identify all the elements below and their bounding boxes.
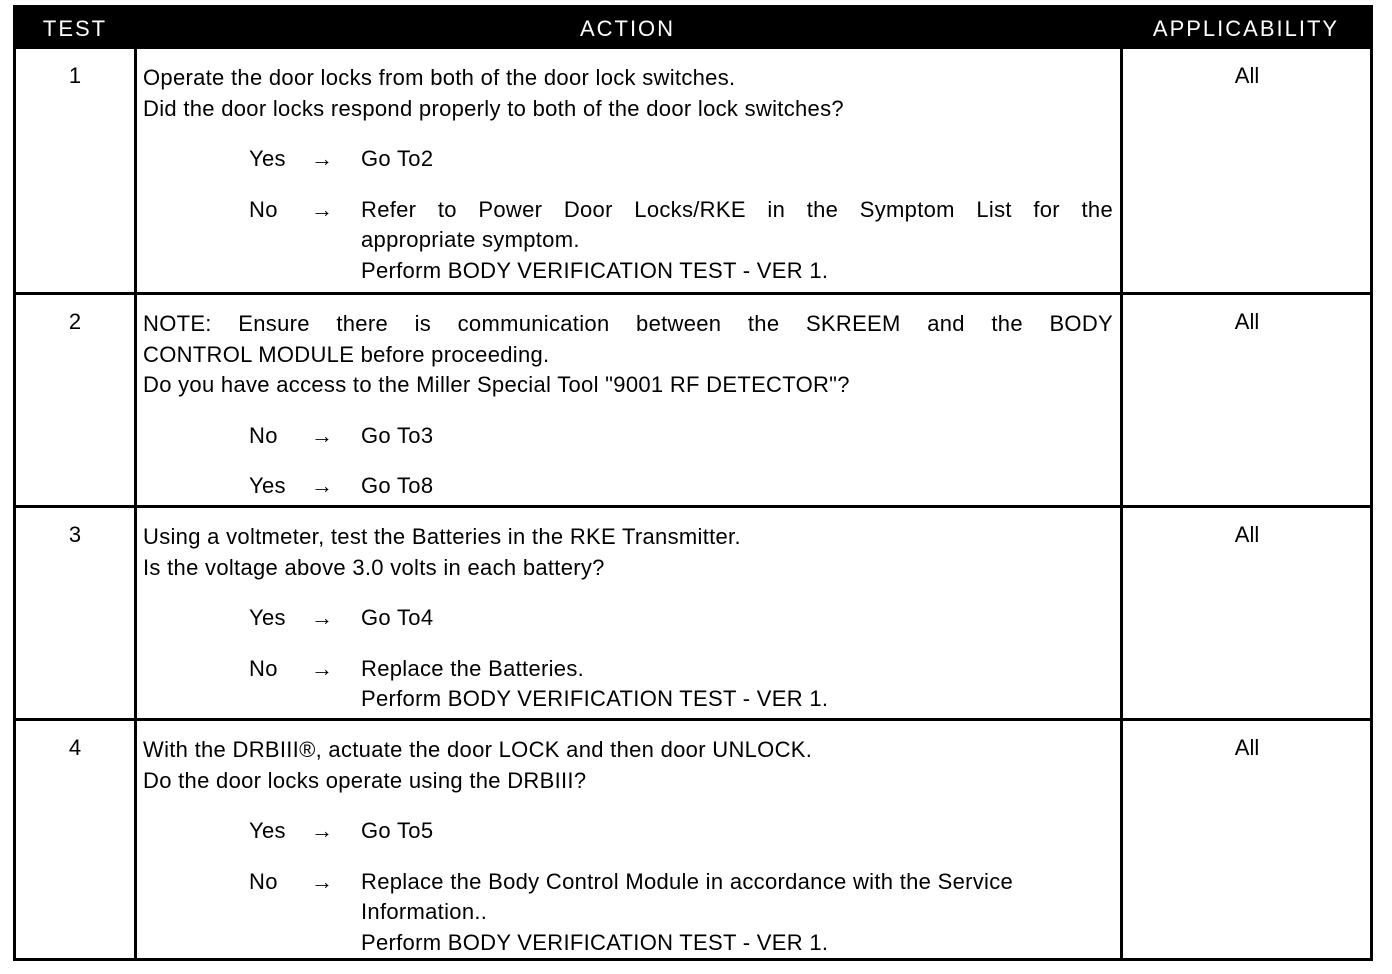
action-line: Operate the door locks from both of the door lock switches. (143, 65, 736, 90)
goto-target: 2 (420, 146, 434, 171)
arrow-right-icon: → (311, 146, 334, 171)
action-line: Do you have access to the Miller Special Tool "9001 RF DETECTOR"? (143, 372, 850, 397)
header-action: ACTION (579, 16, 676, 41)
option-label: Yes (249, 818, 286, 843)
option-yes (143, 816, 1113, 847)
table-row (16, 295, 1370, 505)
applicability-value: All (1234, 735, 1260, 760)
test-number: 4 (68, 735, 82, 760)
option-label: Yes (249, 473, 286, 498)
option-text: Replace the Body Control Module in accordance with the Service (361, 868, 1014, 894)
option-yes (143, 603, 1113, 634)
option-text: Replace the Batteries. (361, 655, 585, 681)
header-test: TEST (42, 16, 108, 41)
option-text: Information.. (361, 899, 488, 924)
option-yes (143, 471, 1113, 502)
goto-target: 5 (420, 818, 434, 843)
action-line: Using a voltmeter, test the Batteries in the RKE Transmitter. (143, 524, 741, 549)
action-line: With the DRBIII®, actuate the door LOCK and then door UNLOCK. (143, 737, 813, 762)
test-number: 3 (68, 522, 82, 547)
arrow-right-icon: → (311, 605, 334, 630)
action-cell (143, 309, 1113, 502)
table-header (16, 8, 1370, 49)
arrow-right-icon: → (311, 818, 334, 843)
action-line: CONTROL MODULE before proceeding. (143, 341, 550, 367)
goto-label: Go To (361, 605, 421, 630)
option-no (143, 195, 1113, 287)
header-applicability: APPLICABILITY (1152, 16, 1340, 41)
option-label: No (249, 196, 278, 222)
table-row (16, 721, 1370, 961)
action-cell (143, 63, 1113, 286)
applicability-value: All (1234, 63, 1260, 88)
option-text: appropriate symptom. (361, 227, 580, 252)
arrow-right-icon: → (311, 196, 334, 222)
goto-target: 8 (420, 473, 434, 498)
option-label: Yes (249, 146, 286, 171)
goto-label: Go To (361, 473, 421, 498)
goto-label: Go To (361, 818, 421, 843)
goto-target: 4 (420, 605, 434, 630)
option-text: Perform BODY VERIFICATION TEST - VER 1. (361, 257, 829, 283)
option-label: No (249, 422, 278, 448)
arrow-right-icon: → (311, 473, 334, 498)
arrow-right-icon: → (311, 655, 334, 681)
diagnostic-table (13, 5, 1373, 961)
option-text: Perform BODY VERIFICATION TEST - VER 1. (361, 929, 829, 955)
option-label: No (249, 868, 278, 894)
test-number: 2 (68, 309, 82, 334)
option-no (143, 421, 1113, 452)
option-no (143, 654, 1113, 715)
option-label: Yes (249, 605, 286, 630)
arrow-right-icon: → (311, 422, 334, 448)
goto-target: 3 (420, 422, 434, 448)
action-line: NOTE: Ensure there is communication between the SKREEM and the BODY (143, 311, 1113, 336)
option-no (143, 867, 1113, 959)
applicability-value: All (1234, 309, 1260, 334)
goto-label: Go To (361, 422, 421, 448)
option-yes (143, 144, 1113, 175)
table-row (16, 508, 1370, 718)
applicability-value: All (1234, 522, 1260, 547)
action-line: Is the voltage above 3.0 volts in each battery? (143, 554, 605, 580)
action-line: Do the door locks operate using the DRBIII? (143, 767, 587, 793)
arrow-right-icon: → (311, 868, 334, 894)
option-label: No (249, 655, 278, 681)
option-text: Refer to Power Door Locks/RKE in the Symptom List for the (361, 196, 1113, 222)
table-row (16, 49, 1370, 292)
test-number: 1 (68, 63, 82, 88)
goto-label: Go To (361, 146, 421, 171)
action-line: Did the door locks respond properly to both of the door lock switches? (143, 95, 844, 121)
option-text: Perform BODY VERIFICATION TEST - VER 1. (361, 686, 829, 711)
action-cell (143, 735, 1113, 958)
action-cell (143, 522, 1113, 715)
